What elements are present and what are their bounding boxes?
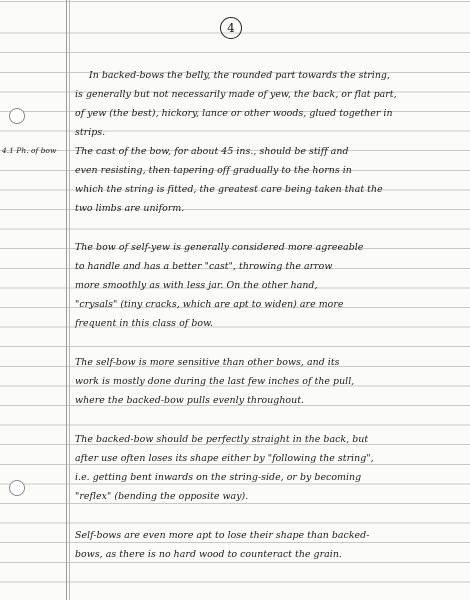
text-line: i.e. getting bent inwards on the string-side, or by becoming xyxy=(75,472,362,483)
text-line: "crysals" (tiny cracks, which are apt to widen) are more xyxy=(75,299,344,310)
text-line: The bow of self-yew is generally considered more agreeable xyxy=(75,242,364,253)
text-line: which the string is fitted, the greatest care being taken that the xyxy=(75,184,383,195)
text-line: to handle and has a better "cast", throwing the arrow xyxy=(75,261,333,272)
text-line: is generally but not necessarily made of yew, the back, or flat part, xyxy=(75,89,397,100)
punch-hole-bottom xyxy=(9,480,25,496)
text-line: even resisting, then tapering off gradually to the horns in xyxy=(75,165,352,176)
text-line: more smoothly as with less jar. On the other hand, xyxy=(75,280,318,291)
text-line: after use often loses its shape either by "following the string", xyxy=(75,453,374,464)
text-line: frequent in this class of bow. xyxy=(75,318,214,329)
text-line: "reflex" (bending the opposite way). xyxy=(75,491,249,502)
text-line: Self-bows are even more apt to lose their shape than backed- xyxy=(75,530,370,541)
text-line: work is mostly done during the last few inches of the pull, xyxy=(75,376,355,387)
text-line: two limbs are uniform. xyxy=(75,203,185,214)
text-line: bows, as there is no hard wood to counteract the grain. xyxy=(75,549,342,560)
text-line: In backed-bows the belly, the rounded part towards the string, xyxy=(89,70,391,81)
page-number: 4 xyxy=(220,17,242,39)
punch-hole-top xyxy=(9,108,25,124)
text-line: The backed-bow should be perfectly straight in the back, but xyxy=(75,434,369,445)
margin-rule xyxy=(66,0,67,600)
text-line: of yew (the best), hickory, lance or other woods, glued together in xyxy=(75,108,393,119)
text-line: where the backed-bow pulls evenly throughout. xyxy=(75,395,305,406)
margin-note: 4.1 Ph. of bow xyxy=(2,146,57,155)
margin-rule-inner xyxy=(69,0,70,600)
text-line: strips. xyxy=(75,127,106,138)
text-line: The cast of the bow, for about 45 ins., should be stiff and xyxy=(75,146,349,157)
text-line: The self-bow is more sensitive than other bows, and its xyxy=(75,357,340,368)
